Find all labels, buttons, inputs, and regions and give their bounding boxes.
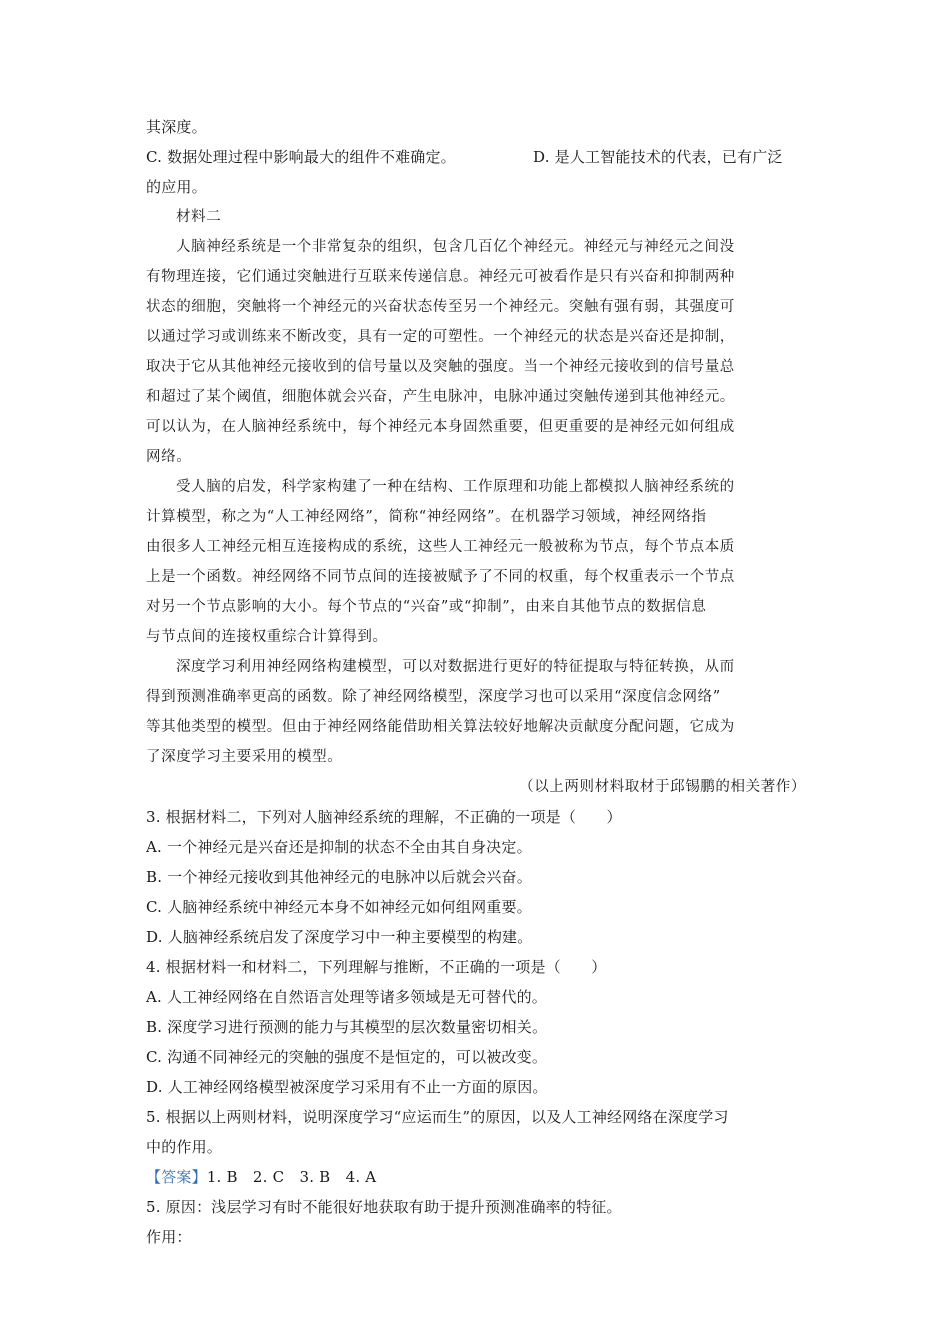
answer-tag: 【答案】 [146,1168,207,1186]
paragraph-line: 等其他类型的模型。但由于神经网络能借助相关算法较好地解决贡献度分配问题，它成为 [146,719,735,735]
question-4 [146,952,806,1102]
paragraph-line: 深度学习利用神经网络构建模型，可以对数据进行更好的特征提取与特征转换，从而 [176,659,735,675]
paragraph-line: 对另一个节点影响的大小。每个节点的“兴奋”或“抑制”，由来自其他节点的数据信息 [146,599,707,615]
paragraph-line: 和超过了某个阈值，细胞体就会兴奋，产生电脉冲，电脉冲通过突触传递到其他神经元。 [146,389,735,405]
answer-text: 1. B 2. C 3. B 4. A [206,1168,377,1186]
paragraph-line: 受人脑的启发，科学家构建了一种在结构、工作原理和功能上都模拟人脑神经系统的 [176,479,735,495]
answer-section [146,1162,806,1252]
paragraph-line: 了深度学习主要采用的模型。 [146,749,343,765]
paragraph-line: 状态的细胞，突触将一个神经元的兴奋状态传至另一个神经元。突触有强有弱，其强度可 [146,299,735,315]
paragraph-line: 有物理连接，它们通过突触进行互联来传递信息。神经元可被看作是只有兴奋和抑制两种 [146,269,735,285]
material-heading: 材料二 [176,209,222,225]
paragraph-line: 以通过学习或训练来不断改变，具有一定的可塑性。一个神经元的状态是兴奋还是抑制， [146,329,735,345]
answer-effect: 作用： [146,1228,192,1246]
question-5 [146,1102,806,1162]
answer-reason: 5. 原因：浅层学习有时不能很好地获取有助于提升预测准确率的特征。 [146,1198,622,1216]
question-stem: 3. 根据材料二，下列对人脑神经系统的理解，不正确的一项是（ ） [146,808,622,826]
paragraph-line: 可以认为，在人脑神经系统中，每个神经元本身固然重要，但更重要的是神经元如何组成 [146,419,735,435]
option-row [146,142,806,172]
paragraph-line: 网络。 [146,449,192,465]
paragraph-line: 人脑神经系统是一个非常复杂的组织，包含几百亿个神经元。神经元与神经元之间没 [176,239,735,255]
paragraph-line: 与节点间的连接权重综合计算得到。 [146,629,388,645]
answer-line [146,1162,806,1192]
option-d: D. 人脑神经系统启发了深度学习中一种主要模型的构建。 [146,928,533,946]
question-stem: 4. 根据材料一和材料二，下列理解与推断，不正确的一项是（ ） [146,958,607,976]
document-page [146,112,806,1252]
material-paragraph-2 [146,472,806,652]
option-b: B. 一个神经元接收到其他神经元的电脉冲以后就会兴奋。 [146,868,532,886]
question-3 [146,802,806,952]
option-a: A. 人工神经网络在自然语言处理等诸多领域是无可替代的。 [146,988,547,1006]
material-paragraph-1 [146,232,806,472]
material-paragraph-3 [146,652,806,772]
paragraph-line: 上是一个函数。神经网络不同节点间的连接被赋予了不同的权重，每个权重表示一个节点 [146,569,735,585]
question-stem: 5. 根据以上两则材料，说明深度学习“应运而生”的原因，以及人工神经网络在深度学习 [146,1108,729,1126]
option-b: B. 深度学习进行预测的能力与其模型的层次数量密切相关。 [146,1018,548,1036]
option-a: A. 一个神经元是兴奋还是抑制的状态不全由其自身决定。 [146,838,532,856]
paragraph-line: 由很多人工神经元相互连接构成的系统，这些人工神经元一般被称为节点，每个节点本质 [146,539,735,555]
paragraph-line: 取决于它从其他神经元接收到的信号量以及突触的强度。当一个神经元接收到的信号量总 [146,359,735,375]
option-c: C. 数据处理过程中影响最大的组件不难确定。 [146,148,456,166]
option-d: D. 人工神经网络模型被深度学习采用有不止一方面的原因。 [146,1078,548,1096]
paragraph-line: 计算模型，称之为“人工神经网络”，简称“神经网络”。在机器学习领域，神经网络指 [146,509,707,525]
question-stem-continuation: 中的作用。 [146,1138,223,1156]
option-d-continuation: 的应用。 [146,178,207,196]
option-d: D. 是人工智能技术的代表，已有广泛 [533,148,783,166]
option-c: C. 人脑神经系统中神经元本身不如神经元如何组网重要。 [146,898,532,916]
text-line: 其深度。 [146,118,207,136]
paragraph-line: 得到预测准确率更高的函数。除了神经网络模型，深度学习也可以采用“深度信念网络” [146,689,721,705]
option-c: C. 沟通不同神经元的突触的强度不是恒定的，可以被改变。 [146,1048,548,1066]
source-citation: （以上两则材料取材于邱锡鹏的相关著作） [519,779,806,795]
